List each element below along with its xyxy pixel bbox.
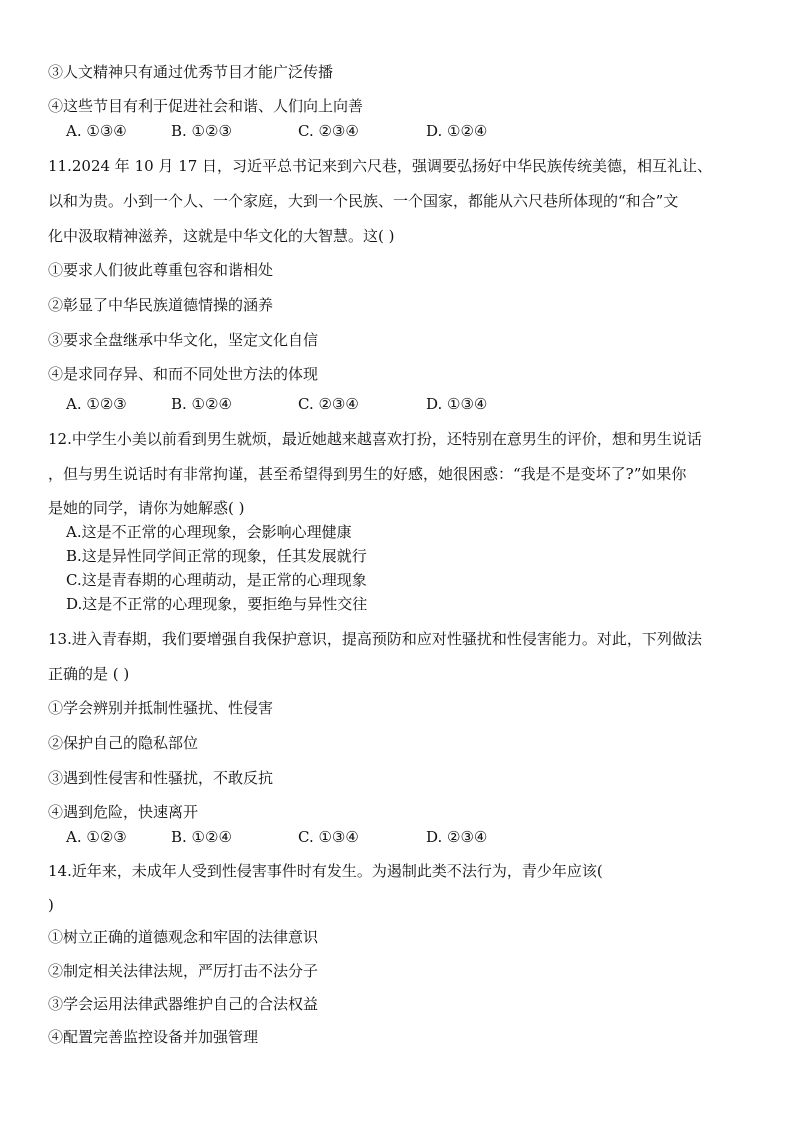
q13-stem-line-1: 13.进入青春期，我们要增强自我保护意识，提高预防和应对性骚扰和性侵害能力。对此，下列做法 [48, 630, 702, 648]
q11-item-2: ②彰显了中华民族道德情操的涵养 [48, 296, 274, 314]
q13-choice-c: C. ①③④ [298, 828, 359, 846]
q10-choice-b: B. ①②③ [171, 122, 232, 140]
q13-choice-b: B. ①②④ [171, 828, 232, 846]
q12-stem-line-2: ，但与男生说话时有非常拘谨，甚至希望得到男生的好感，她很困惑：“我是不是变坏了?”如果你 [48, 465, 687, 483]
q14-stem-line-2: ) [48, 896, 54, 914]
q11-stem-line-3: 化中汲取精神滋养，这就是中华文化的大智慧。这( ) [48, 227, 395, 245]
q14-item-2: ②制定相关法律法规，严厉打击不法分子 [48, 962, 319, 980]
q12-stem-line-1: 12.中学生小美以前看到男生就烦，最近她越来越喜欢打扮，还特别在意男生的评价，想和男生说话 [48, 430, 702, 448]
q11-choice-a: A. ①②③ [66, 395, 127, 413]
q13-item-1: ①学会辨别并抵制性骚扰、性侵害 [48, 699, 274, 717]
q14-stem-line-1: 14.近年来，未成年人受到性侵害事件时有发生。为遏制此类不法行为，青少年应该( [48, 862, 603, 880]
q11-stem-line-2: 以和为贵。小到一个人、一个家庭，大到一个民族、一个国家，都能从六尺巷所体现的“和合”文 [48, 192, 679, 210]
q13-item-4: ④遇到危险，快速离开 [48, 803, 199, 821]
q12-option-a: A.这是不正常的心理现象，会影响心理健康 [66, 523, 352, 541]
q10-item-4: ④这些节目有利于促进社会和谐、人们向上向善 [48, 97, 364, 115]
q14-item-4: ④配置完善监控设备并加强管理 [48, 1028, 259, 1046]
q13-stem-line-2: 正确的是 ( ) [48, 665, 130, 683]
q11-choice-d: D. ①③④ [426, 395, 488, 413]
q10-item-3: ③人文精神只有通过优秀节目才能广泛传播 [48, 63, 334, 81]
q14-item-3: ③学会运用法律武器维护自己的合法权益 [48, 995, 319, 1013]
q14-item-1: ①树立正确的道德观念和牢固的法律意识 [48, 928, 319, 946]
q11-item-3: ③要求全盘继承中华文化，坚定文化自信 [48, 331, 319, 349]
q10-choice-a: A. ①③④ [66, 122, 127, 140]
q11-item-1: ①要求人们彼此尊重包容和谐相处 [48, 261, 274, 279]
q13-choice-d: D. ②③④ [426, 828, 488, 846]
q12-option-d: D.这是不正常的心理现象，要拒绝与异性交往 [66, 595, 368, 613]
q12-option-c: C.这是青春期的心理萌动，是正常的心理现象 [66, 571, 367, 589]
q11-item-4: ④是求同存异、和而不同处世方法的体现 [48, 365, 319, 383]
q13-item-2: ②保护自己的隐私部位 [48, 734, 199, 752]
q11-choice-c: C. ②③④ [298, 395, 359, 413]
q10-choice-c: C. ②③④ [298, 122, 359, 140]
q13-choice-a: A. ①②③ [66, 828, 127, 846]
q11-stem-line-1: 11.2024 年 10 月 17 日，习近平总书记来到六尺巷，强调要弘扬好中华民族传统美德，相互礼让、 [48, 157, 713, 175]
q11-choice-b: B. ①②④ [171, 395, 232, 413]
q10-choice-d: D. ①②④ [426, 122, 488, 140]
q13-item-3: ③遇到性侵害和性骚扰，不敢反抗 [48, 769, 274, 787]
q12-option-b: B.这是异性同学间正常的现象，任其发展就行 [66, 547, 367, 565]
q12-stem-line-3: 是她的同学，请你为她解惑( ) [48, 499, 245, 517]
